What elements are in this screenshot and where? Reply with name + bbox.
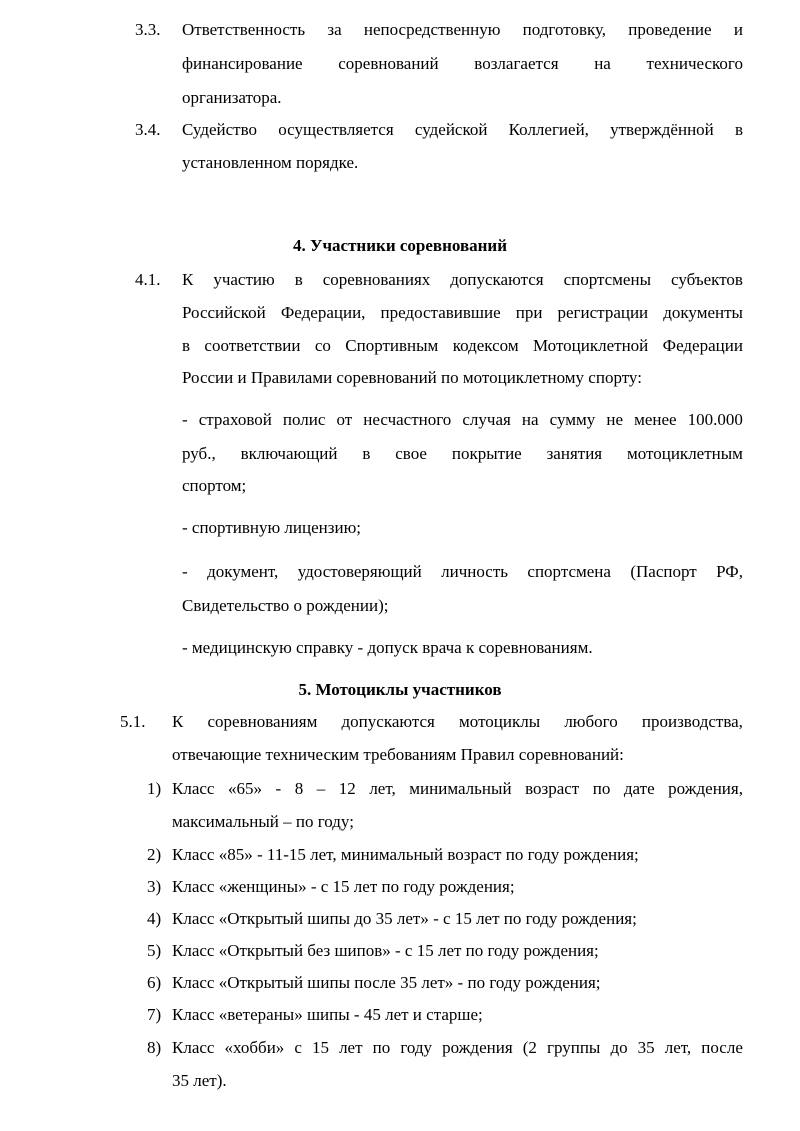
bullet-id-document-line-2: Свидетельство о рождении); (182, 596, 389, 615)
clause-3-3-line-3: организатора. (182, 88, 282, 107)
word: технического (646, 54, 743, 73)
word: после (701, 1038, 743, 1057)
bullet-insurance-line-1 (182, 410, 743, 430)
word: финансирование (182, 54, 303, 73)
clause-3-4-line-1 (182, 120, 743, 140)
word: менее (634, 410, 677, 429)
word: проведение (628, 20, 712, 39)
bullet-id-document-line-1 (182, 562, 743, 582)
list-item-8-line-1 (172, 1038, 743, 1058)
word: при (515, 303, 543, 322)
word: несчастного (363, 410, 452, 429)
word: спортсмена (527, 562, 611, 581)
list-item: Класс «Открытый без шипов» - с 15 лет по году рождения; (172, 941, 599, 960)
word: 8 (294, 779, 304, 798)
word: возраст (525, 779, 580, 798)
word: занятия (546, 444, 603, 463)
list-item-number: 7) (147, 1005, 162, 1024)
clause-4-1-line-2 (182, 303, 743, 323)
word: по (372, 1038, 391, 1057)
word: - (182, 562, 188, 581)
word: дате (623, 779, 655, 798)
word: Федерации, (280, 303, 366, 322)
list-item-1-line-2: максимальный – по году; (172, 812, 354, 831)
word: 35 (637, 1038, 655, 1057)
word: лет, (664, 1038, 692, 1057)
word: в (734, 120, 743, 139)
clause-3-3-line-1 (182, 20, 743, 40)
clause-4-1-line-4: России и Правилами соревнований по мотоциклетному спорту: (182, 368, 642, 387)
word: с (294, 1038, 302, 1057)
word: - (182, 410, 188, 429)
word: участию (213, 270, 275, 289)
word: «65» (228, 779, 262, 798)
word: минимальный (409, 779, 512, 798)
list-item: Класс «85» - 11-15 лет, минимальный возраст по году рождения; (172, 845, 639, 864)
clause-number: 5.1. (120, 712, 146, 731)
word: случая (462, 410, 511, 429)
word: непосредственную (363, 20, 501, 39)
word: (Паспорт (630, 562, 697, 581)
list-item: Класс «ветераны» шипы - 45 лет и старше; (172, 1005, 483, 1024)
word: Коллегией, (508, 120, 589, 139)
word: соревнований (338, 54, 439, 73)
word: в (182, 336, 191, 355)
word: субъектов (671, 270, 743, 289)
bullet-insurance-line-2 (182, 444, 743, 464)
word: (2 (522, 1038, 537, 1057)
list-item-number: 2) (147, 845, 162, 864)
word: Мотоциклетной (532, 336, 649, 355)
clause-number: 3.3. (135, 20, 161, 39)
word: возлагается (474, 54, 559, 73)
list-item-number: 8) (147, 1038, 162, 1057)
bullet-insurance-line-3: спортом; (182, 476, 247, 495)
clause-number: 4.1. (135, 270, 161, 289)
word: лет (339, 1038, 363, 1057)
word: году (400, 1038, 433, 1057)
word: – (316, 779, 326, 798)
word: личность (441, 562, 509, 581)
word: Ответственность (182, 20, 306, 39)
list-item: Класс «Открытый шипы после 35 лет» - по году рождения; (172, 973, 601, 992)
word: 12 (338, 779, 356, 798)
word: 15 (312, 1038, 329, 1057)
clause-3-3-line-2 (182, 54, 743, 74)
word: любого (564, 712, 618, 731)
word: соревнованиям (207, 712, 318, 731)
bullet-license: - спортивную лицензию; (182, 518, 361, 537)
list-item-number: 4) (147, 909, 162, 928)
bullet-medical: - медицинскую справку - допуск врача к соревнованиям. (182, 638, 593, 657)
word: соответствии (204, 336, 301, 355)
word: кодексом (452, 336, 519, 355)
word: мотоциклы (459, 712, 541, 731)
word: К (172, 712, 184, 731)
word: - (275, 779, 282, 798)
word: покрытие (451, 444, 522, 463)
list-item-8-line-2: 35 лет). (172, 1071, 227, 1090)
word: группы (546, 1038, 601, 1057)
clause-4-1-line-1 (182, 270, 743, 290)
word: подготовку, (522, 20, 607, 39)
word: утверждённой (610, 120, 714, 139)
word: регистрации (557, 303, 649, 322)
word: Судейство (182, 120, 258, 139)
word: до (610, 1038, 628, 1057)
word: документ, (207, 562, 279, 581)
clause-4-1-line-3 (182, 336, 743, 356)
clause-5-1-line-2: отвечающие техническим требованиям Правил соревнований: (172, 745, 624, 764)
list-item-number: 3) (147, 877, 162, 896)
word: Спортивным (345, 336, 439, 355)
word: судейской (414, 120, 488, 139)
word: руб., (182, 444, 216, 463)
section-4-heading: 4. Участники соревнований (292, 236, 508, 255)
list-item: Класс «Открытый шипы до 35 лет» - с 15 лет по году рождения; (172, 909, 637, 928)
word: осуществляется (278, 120, 394, 139)
section-5-heading: 5. Мотоциклы участников (298, 680, 502, 699)
word: Класс (172, 1038, 215, 1057)
word: со (314, 336, 331, 355)
word: сумму (549, 410, 596, 429)
word: полис (282, 410, 326, 429)
word: Федерации (662, 336, 743, 355)
word: 100.000 (687, 410, 743, 429)
word: производства, (641, 712, 743, 731)
word: за (327, 20, 342, 39)
word: мотоциклетным (627, 444, 743, 463)
word: РФ, (716, 562, 743, 581)
list-item-number: 6) (147, 973, 162, 992)
list-item-1-line-1 (172, 779, 743, 799)
word: лет, (369, 779, 396, 798)
word: в (362, 444, 371, 463)
word: документы (663, 303, 743, 322)
word: допускаются (341, 712, 435, 731)
word: допускаются (450, 270, 544, 289)
word: рождения (442, 1038, 513, 1057)
word: соревнованиях (322, 270, 431, 289)
word: страховой (198, 410, 272, 429)
word: Класс (172, 779, 215, 798)
list-item: Класс «женщины» - с 15 лет по году рождения; (172, 877, 515, 896)
word: на (594, 54, 611, 73)
word: в (294, 270, 303, 289)
word: спортсмены (563, 270, 652, 289)
word: на (521, 410, 539, 429)
word: не (606, 410, 623, 429)
list-item-number: 1) (147, 779, 162, 798)
word: удостоверяющий (297, 562, 422, 581)
word: от (336, 410, 353, 429)
word: включающий (240, 444, 338, 463)
word: «хобби» (224, 1038, 285, 1057)
clause-number: 3.4. (135, 120, 161, 139)
word: предоставившие (380, 303, 501, 322)
word: свое (395, 444, 427, 463)
word: рождения, (668, 779, 743, 798)
list-item-number: 5) (147, 941, 162, 960)
word: по (592, 779, 611, 798)
word: и (733, 20, 743, 39)
word: К (182, 270, 194, 289)
clause-5-1-line-1 (172, 712, 743, 732)
clause-3-4-line-2: установленном порядке. (182, 153, 359, 172)
word: Российской (182, 303, 266, 322)
